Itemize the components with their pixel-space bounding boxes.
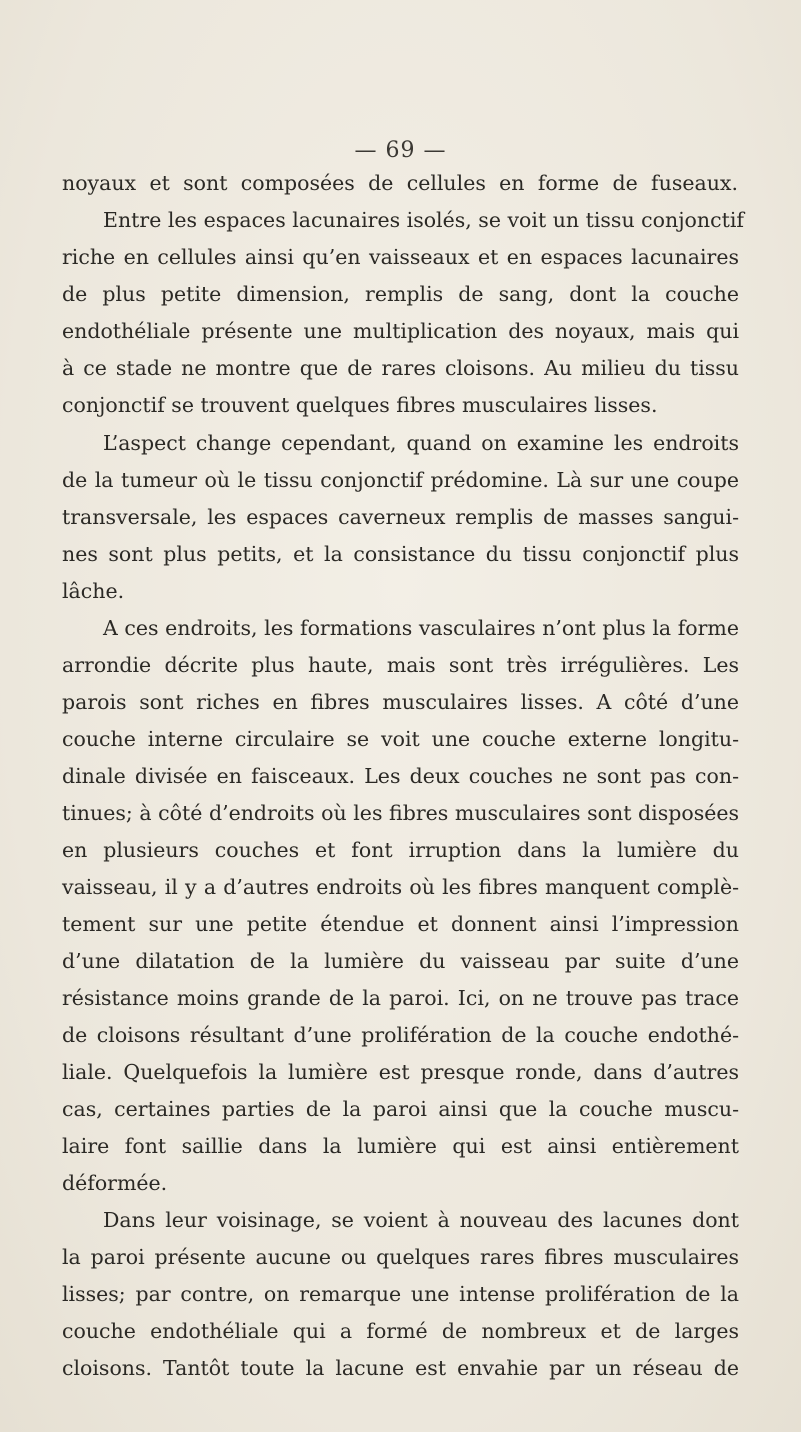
text-line: de cloisons résultant d’une prolifération de la couche endothé- [62,1023,739,1047]
text-line: déformée. [62,1171,168,1195]
text-line: nes sont plus petits, et la consistance du tissu conjonctif plus [62,542,739,566]
text-line: Dans leur voisinage, se voient à nouveau des lacunes dont [103,1208,739,1232]
text-line: noyaux et sont composées de cellules en forme de fuseaux. [62,171,738,195]
text-line: parois sont riches en fibres musculaires lisses. A côté d’une [62,690,739,714]
text-line: vaisseau, il y a d’autres endroits où les fibres manquent complè- [62,875,739,899]
text-line: la paroi présente aucune ou quelques rares fibres musculaires [62,1245,739,1269]
text-line: couche endothéliale qui a formé de nombreux et de larges [62,1319,739,1343]
text-line: endothéliale présente une multiplication des noyaux, mais qui [62,319,739,343]
text-line: conjonctif se trouvent quelques fibres musculaires lisses. [62,393,658,417]
text-line: couche interne circulaire se voit une couche externe longitu- [62,727,739,751]
text-line: d’une dilatation de la lumière du vaisseau par suite d’une [62,949,739,973]
page-number: — 69 — [354,138,447,163]
text-line: cas, certaines parties de la paroi ainsi que la couche muscu- [62,1097,739,1121]
text-line: riche en cellules ainsi qu’en vaisseaux et en espaces lacunaires [62,245,739,269]
text-line: résistance moins grande de la paroi. Ici, on ne trouve pas trace [62,986,739,1010]
text-line: tement sur une petite étendue et donnent ainsi l’impression [62,912,739,936]
text-line: Entre les espaces lacunaires isolés, se voit un tissu conjonctif [103,208,744,232]
text-line: dinale divisée en faisceaux. Les deux couches ne sont pas con- [62,764,739,788]
text-line: L’aspect change cependant, quand on examine les endroits [103,431,739,455]
text-line: transversale, les espaces caverneux remplis de masses sangui- [62,505,739,529]
text-line: arrondie décrite plus haute, mais sont très irrégulières. Les [62,653,739,677]
text-line: tinues; à côté d’endroits où les fibres musculaires sont disposées [62,801,739,825]
text-line: cloisons. Tantôt toute la lacune est envahie par un réseau de [62,1356,739,1380]
text-line: lâche. [62,579,125,603]
text-line: en plusieurs couches et font irruption dans la lumière du [62,838,739,862]
text-line: laire font saillie dans la lumière qui est ainsi entièrement [62,1134,739,1158]
text-line: A ces endroits, les formations vasculaires n’ont plus la forme [103,616,739,640]
text-line: lisses; par contre, on remarque une intense prolifération de la [62,1282,739,1306]
text-line: liale. Quelquefois la lumière est presque ronde, dans d’autres [62,1060,739,1084]
text-line: de plus petite dimension, remplis de sang, dont la couche [62,282,739,306]
text-line: de la tumeur où le tissu conjonctif prédomine. Là sur une coupe [62,468,739,492]
text-line: à ce stade ne montre que de rares cloisons. Au milieu du tissu [62,356,739,380]
